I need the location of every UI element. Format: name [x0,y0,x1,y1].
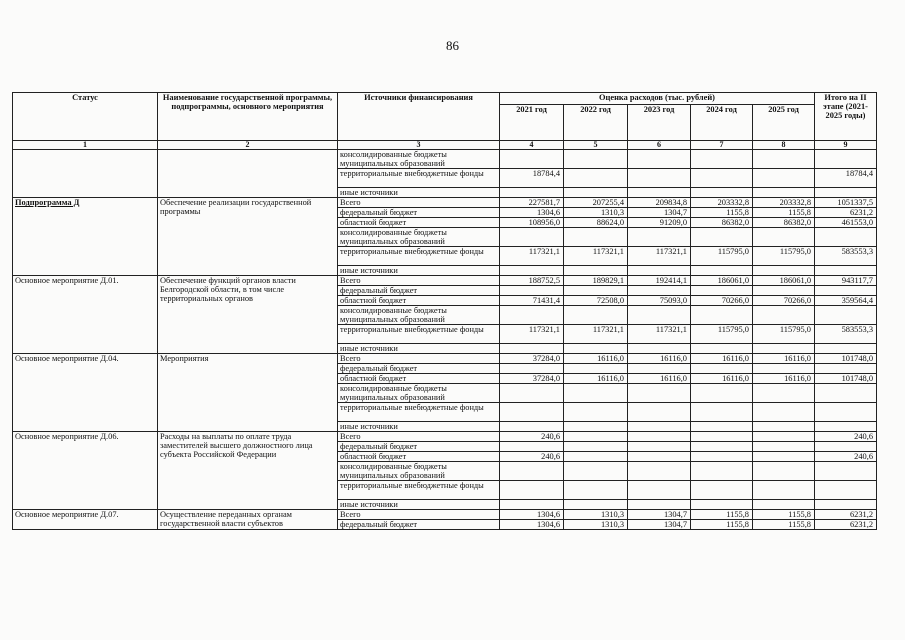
program-name-cell: Обеспечение функций органов власти Белгородской области, в том числе территориальных органов [158,276,338,354]
year-value-cell: 1155,8 [753,208,815,218]
year-value-cell: 227581,7 [500,198,564,208]
funding-source-cell: Всего [338,198,500,208]
year-value-cell: 115795,0 [691,325,753,344]
year-value-cell [628,150,691,169]
program-name-cell: Мероприятия [158,354,338,432]
program-name-cell: Обеспечение реализации государственной программы [158,198,338,276]
year-value-cell [753,403,815,422]
total-value-cell [815,286,877,296]
total-value-cell [815,150,877,169]
year-value-cell: 16116,0 [753,354,815,364]
table-row [13,432,877,442]
funding-source-cell: областной бюджет [338,218,500,228]
year-value-cell: 117321,1 [500,325,564,344]
total-value-cell: 583553,3 [815,325,877,344]
total-value-cell: 6231,2 [815,208,877,218]
total-value-cell [815,228,877,247]
year-value-cell [691,306,753,325]
year-value-cell [753,344,815,354]
total-value-cell: 359564,4 [815,296,877,306]
header-source: Источники финансирования [338,93,500,141]
financing-table [12,92,877,530]
year-value-cell: 16116,0 [691,374,753,384]
total-value-cell: 101748,0 [815,374,877,384]
funding-source-cell: консолидированные бюджеты муниципальных образований [338,384,500,403]
year-value-cell [691,432,753,442]
funding-source-cell: территориальные внебюджетные фонды [338,325,500,344]
year-value-cell: 1304,7 [628,520,691,530]
header-year: 2024 год [691,105,753,141]
year-value-cell [753,306,815,325]
year-value-cell [500,266,564,276]
year-value-cell [691,286,753,296]
year-value-cell [628,364,691,374]
year-value-cell [628,384,691,403]
funding-source-cell: иные источники [338,266,500,276]
total-value-cell: 1051337,5 [815,198,877,208]
year-value-cell [628,344,691,354]
year-value-cell [753,481,815,500]
funding-source-cell: консолидированные бюджеты муниципальных образований [338,150,500,169]
header-year: 2025 год [753,105,815,141]
year-value-cell [691,481,753,500]
total-value-cell: 240,6 [815,432,877,442]
year-value-cell: 203332,8 [753,198,815,208]
year-value-cell [564,344,628,354]
table-row [13,354,877,364]
year-value-cell: 16116,0 [628,374,691,384]
year-value-cell [564,384,628,403]
funding-source-cell: федеральный бюджет [338,286,500,296]
year-value-cell [564,286,628,296]
year-value-cell [753,188,815,198]
year-value-cell: 186061,0 [753,276,815,286]
year-value-cell [691,384,753,403]
year-value-cell [500,228,564,247]
year-value-cell [753,364,815,374]
year-value-cell: 189829,1 [564,276,628,286]
funding-source-cell: Всего [338,432,500,442]
program-name-cell: Осуществление переданных органам государственной власти субъектов [158,510,338,530]
year-value-cell [500,403,564,422]
year-value-cell: 1304,6 [500,510,564,520]
year-value-cell [500,462,564,481]
funding-source-cell: территориальные внебюджетные фонды [338,247,500,266]
total-value-cell: 6231,2 [815,510,877,520]
year-value-cell [564,169,628,188]
year-value-cell: 240,6 [500,452,564,462]
status-cell: Основное мероприятие Д.07. [13,510,158,530]
total-value-cell [815,462,877,481]
year-value-cell: 115795,0 [753,325,815,344]
funding-source-cell: федеральный бюджет [338,442,500,452]
year-value-cell [628,422,691,432]
status-cell: Основное мероприятие Д.01. [13,276,158,354]
funding-source-cell: областной бюджет [338,452,500,462]
year-value-cell [753,422,815,432]
total-value-cell [815,422,877,432]
year-value-cell: 115795,0 [753,247,815,266]
year-value-cell: 1155,8 [691,520,753,530]
header-name: Наименование государственной программы, подпрограммы, основного мероприятия [158,93,338,141]
year-value-cell: 88624,0 [564,218,628,228]
year-value-cell: 70266,0 [691,296,753,306]
column-number: 6 [628,141,691,150]
table-row [13,198,877,208]
year-value-cell [564,266,628,276]
total-value-cell: 943117,7 [815,276,877,286]
year-value-cell [691,344,753,354]
year-value-cell [753,452,815,462]
year-value-cell: 37284,0 [500,354,564,364]
year-value-cell [628,169,691,188]
status-cell: Основное мероприятие Д.06. [13,432,158,510]
total-value-cell [815,306,877,325]
column-number: 3 [338,141,500,150]
header-total: Итого на II этапе (2021-2025 годы) [815,93,877,141]
year-value-cell: 117321,1 [564,325,628,344]
year-value-cell: 117321,1 [628,247,691,266]
column-number: 8 [753,141,815,150]
year-value-cell: 1155,8 [753,520,815,530]
total-value-cell [815,481,877,500]
year-value-cell: 207255,4 [564,198,628,208]
year-value-cell [691,403,753,422]
column-number: 1 [13,141,158,150]
header-year: 2023 год [628,105,691,141]
program-name-cell [158,150,338,198]
table-body [13,150,877,530]
funding-source-cell: иные источники [338,344,500,354]
year-value-cell [564,432,628,442]
funding-source-cell: иные источники [338,500,500,510]
year-value-cell: 16116,0 [628,354,691,364]
year-value-cell [628,266,691,276]
column-number: 4 [500,141,564,150]
year-value-cell [628,286,691,296]
total-value-cell [815,500,877,510]
year-value-cell: 1155,8 [691,510,753,520]
year-value-cell [628,403,691,422]
year-value-cell: 117321,1 [628,325,691,344]
year-value-cell [691,188,753,198]
year-value-cell [564,150,628,169]
year-value-cell [500,481,564,500]
year-value-cell [500,422,564,432]
year-value-cell [691,442,753,452]
status-cell [13,150,158,198]
year-value-cell [628,306,691,325]
year-value-cell [564,188,628,198]
total-value-cell [815,442,877,452]
funding-source-cell: Всего [338,354,500,364]
year-value-cell: 186061,0 [691,276,753,286]
year-value-cell: 86382,0 [753,218,815,228]
funding-source-cell: федеральный бюджет [338,208,500,218]
header-status: Статус [13,93,158,141]
status-cell: Основное мероприятие Д.04. [13,354,158,432]
year-value-cell: 1304,6 [500,208,564,218]
year-value-cell: 108956,0 [500,218,564,228]
year-value-cell [691,500,753,510]
total-value-cell [815,364,877,374]
total-value-cell: 101748,0 [815,354,877,364]
column-number: 5 [564,141,628,150]
year-value-cell [564,452,628,462]
year-value-cell [564,442,628,452]
header-estimate: Оценка расходов (тыс. рублей) [500,93,815,105]
year-value-cell [500,364,564,374]
header-year: 2021 год [500,105,564,141]
year-value-cell [628,432,691,442]
year-value-cell: 1304,7 [628,208,691,218]
year-value-cell: 1310,3 [564,510,628,520]
year-value-cell: 1304,7 [628,510,691,520]
year-value-cell: 1304,6 [500,520,564,530]
year-value-cell: 16116,0 [564,354,628,364]
year-value-cell [691,266,753,276]
year-value-cell [691,150,753,169]
year-value-cell: 192414,1 [628,276,691,286]
year-value-cell [753,150,815,169]
year-value-cell: 18784,4 [500,169,564,188]
funding-source-cell: консолидированные бюджеты муниципальных образований [338,228,500,247]
year-value-cell: 1310,3 [564,208,628,218]
year-value-cell [691,364,753,374]
program-name-cell: Расходы на выплаты по оплате труда заместителей высшего должностного лица субъекта Российской Федерации [158,432,338,510]
year-value-cell: 75093,0 [628,296,691,306]
year-value-cell [628,228,691,247]
year-value-cell [691,228,753,247]
funding-source-cell: иные источники [338,188,500,198]
column-number: 7 [691,141,753,150]
year-value-cell [564,403,628,422]
year-value-cell [628,500,691,510]
funding-source-cell: областной бюджет [338,296,500,306]
year-value-cell [500,384,564,403]
year-value-cell [628,188,691,198]
year-value-cell: 71431,4 [500,296,564,306]
year-value-cell: 188752,5 [500,276,564,286]
year-value-cell: 72508,0 [564,296,628,306]
year-value-cell: 86382,0 [691,218,753,228]
total-value-cell [815,344,877,354]
funding-source-cell: областной бюджет [338,374,500,384]
year-value-cell: 117321,1 [564,247,628,266]
funding-source-cell: федеральный бюджет [338,364,500,374]
year-value-cell [691,422,753,432]
total-value-cell [815,266,877,276]
column-number: 9 [815,141,877,150]
year-value-cell: 115795,0 [691,247,753,266]
year-value-cell: 1155,8 [691,208,753,218]
year-value-cell: 1155,8 [753,510,815,520]
total-value-cell: 240,6 [815,452,877,462]
total-value-cell [815,384,877,403]
year-value-cell [753,462,815,481]
year-value-cell [628,462,691,481]
year-value-cell [628,452,691,462]
year-value-cell [753,266,815,276]
total-value-cell [815,403,877,422]
funding-source-cell: Всего [338,276,500,286]
year-value-cell [500,188,564,198]
year-value-cell [753,169,815,188]
year-value-cell: 70266,0 [753,296,815,306]
year-value-cell [753,442,815,452]
table-row [13,276,877,286]
header-year: 2022 год [564,105,628,141]
year-value-cell [500,306,564,325]
year-value-cell [564,462,628,481]
status-cell: Подпрограмма Д [13,198,158,276]
funding-source-cell: консолидированные бюджеты муниципальных образований [338,306,500,325]
year-value-cell: 209834,8 [628,198,691,208]
funding-source-cell: консолидированные бюджеты муниципальных образований [338,462,500,481]
year-value-cell [564,228,628,247]
year-value-cell [753,432,815,442]
year-value-cell: 203332,8 [691,198,753,208]
year-value-cell [564,364,628,374]
year-value-cell [753,286,815,296]
year-value-cell: 16116,0 [564,374,628,384]
year-value-cell [753,228,815,247]
year-value-cell [564,481,628,500]
funding-source-cell: территориальные внебюджетные фонды [338,403,500,422]
year-value-cell: 37284,0 [500,374,564,384]
year-value-cell: 240,6 [500,432,564,442]
year-value-cell [753,384,815,403]
funding-source-cell: Всего [338,510,500,520]
funding-source-cell: территориальные внебюджетные фонды [338,481,500,500]
table-row [13,510,877,520]
year-value-cell [628,442,691,452]
year-value-cell [500,286,564,296]
year-value-cell: 117321,1 [500,247,564,266]
funding-source-cell: территориальные внебюджетные фонды [338,169,500,188]
total-value-cell: 583553,3 [815,247,877,266]
year-value-cell [500,442,564,452]
year-value-cell: 1310,3 [564,520,628,530]
total-value-cell: 18784,4 [815,169,877,188]
total-value-cell: 461553,0 [815,218,877,228]
year-value-cell [500,500,564,510]
column-number: 2 [158,141,338,150]
year-value-cell [500,150,564,169]
total-value-cell: 6231,2 [815,520,877,530]
table-row [13,150,877,169]
year-value-cell: 91209,0 [628,218,691,228]
funding-source-cell: иные источники [338,422,500,432]
year-value-cell [564,500,628,510]
page-number: 86 [446,38,459,53]
year-value-cell [691,169,753,188]
year-value-cell [753,500,815,510]
year-value-cell: 16116,0 [691,354,753,364]
year-value-cell [500,344,564,354]
funding-source-cell: федеральный бюджет [338,520,500,530]
year-value-cell [628,481,691,500]
year-value-cell [564,306,628,325]
year-value-cell [564,422,628,432]
year-value-cell: 16116,0 [753,374,815,384]
year-value-cell [691,462,753,481]
year-value-cell [691,452,753,462]
total-value-cell [815,188,877,198]
